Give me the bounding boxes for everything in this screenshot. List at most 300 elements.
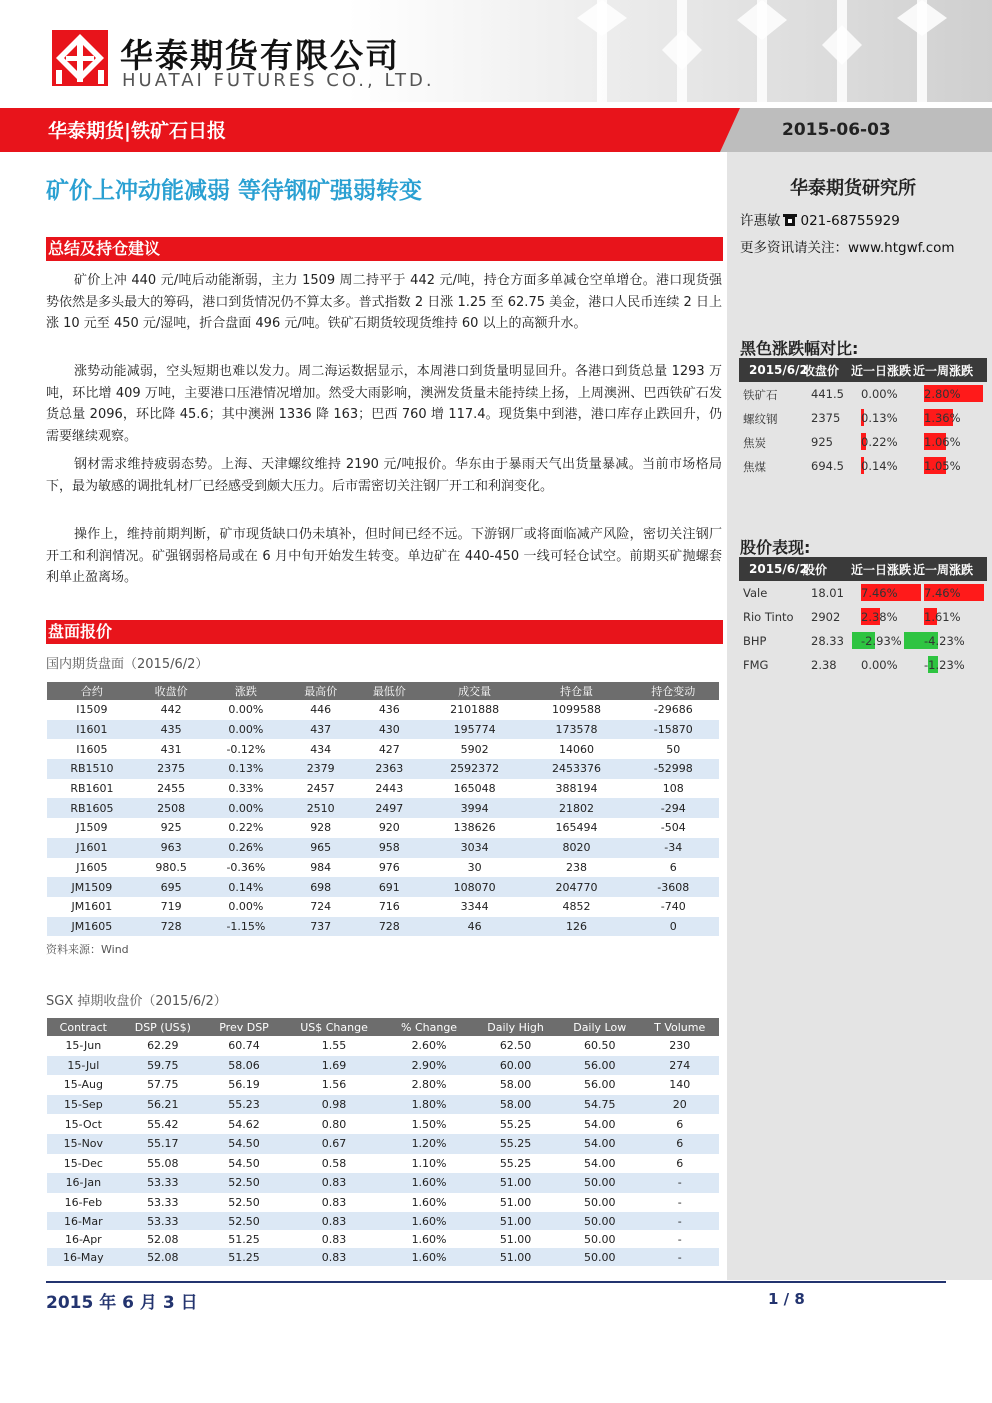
table-cell: 52.50 (206, 1173, 282, 1193)
table-cell: 52.08 (147, 1232, 179, 1246)
table-cell: 14060 (558, 742, 594, 756)
website-link[interactable]: www.htgwf.com (848, 240, 955, 256)
footer-date: 2015 年 6 月 3 日 (46, 1293, 198, 1313)
domestic-table-caption: 国内期货盘面（2015/6/2） (46, 657, 209, 672)
data-source: 资料来源：Wind (46, 943, 129, 956)
table-cell: 388194 (555, 782, 598, 796)
table-cell: 976 (378, 860, 400, 874)
table-cell: 925 (160, 821, 182, 835)
table-cell: 0.98 (282, 1095, 386, 1115)
table-cell: 51.00 (472, 1173, 559, 1193)
table-row (47, 877, 719, 897)
table-cell: 6 (676, 1156, 684, 1170)
table-cell: RB1605 (47, 798, 137, 818)
table-cell: 0 (627, 917, 719, 937)
table-cell: 2510 (286, 798, 355, 818)
table-cell: 60.50 (583, 1039, 616, 1053)
table-cell: 50.00 (559, 1212, 640, 1230)
table-cell: 59.75 (120, 1056, 206, 1076)
table-cell: I1605 (76, 742, 108, 756)
table-cell: 51.00 (472, 1248, 559, 1266)
table-cell: 2.90% (386, 1056, 472, 1076)
table-cell: 0.00% (861, 387, 898, 401)
table-cell: 694.5 (811, 459, 844, 473)
table-row (47, 779, 719, 799)
table-cell: 50.00 (559, 1248, 640, 1266)
table-cell: 54.50 (206, 1134, 282, 1154)
company-name-cn: 华泰期货有限公司 (120, 36, 400, 75)
footer-divider (46, 1281, 946, 1283)
table-cell: 3344 (460, 900, 489, 914)
column-header: 最高价 (286, 682, 355, 700)
table-cell: 1.06% (924, 435, 961, 449)
table-cell: 3994 (424, 798, 526, 818)
table-cell: 2.38% (861, 610, 898, 624)
paragraph-4: 操作上，维持前期判断，矿市现货缺口仍未填补，但时间已经不远。下游钢厂或将面临减产风险，密切关注钢厂开工和利润情况。矿强钢弱格局或在 6 月中旬开始发生转变。单边矿在 440-450 一线可轻仓试空。前期买矿抛螺套利单止盈离场。 (46, 527, 722, 585)
table-cell: -2.93% (861, 634, 902, 648)
row-label: Rio Tinto (743, 610, 794, 624)
huatai-logo (52, 30, 108, 86)
column-header: 持仓变动 (627, 682, 719, 700)
table-cell: 431 (160, 742, 182, 756)
table-cell: 437 (286, 720, 355, 740)
table-cell: 52.50 (228, 1196, 260, 1210)
table-row (47, 1056, 719, 1076)
table-cell: 1.60% (386, 1173, 472, 1193)
table-cell: 441.5 (811, 387, 844, 401)
domestic-futures-table (47, 682, 719, 936)
website-line (740, 236, 955, 256)
table-cell: 55.25 (499, 1117, 532, 1131)
sgx-table-caption: SGX 掉期收盘价（2015/6/2） (46, 994, 227, 1009)
table-row (47, 858, 719, 878)
table-cell: 435 (137, 720, 206, 740)
table-cell: 56.00 (583, 1078, 616, 1092)
table-cell: 60.00 (472, 1056, 559, 1076)
table-cell: 50.00 (559, 1173, 640, 1193)
table-cell: 54.00 (559, 1134, 640, 1154)
table-cell: 0.83 (282, 1248, 386, 1266)
table-row (47, 739, 719, 759)
table-cell: 58.00 (472, 1095, 559, 1115)
table-cell: 56.21 (120, 1095, 206, 1115)
table-cell: 434 (310, 742, 332, 756)
column-header: DSP (US$) (120, 1018, 206, 1036)
table-cell: I1601 (47, 720, 137, 740)
more-info-label: 更多资讯请关注： (740, 240, 848, 256)
table-cell: -0.36% (226, 860, 266, 874)
table-cell: 2.80% (924, 387, 961, 401)
table-cell: - (640, 1248, 719, 1266)
table-cell: - (640, 1212, 719, 1230)
table-cell: 2379 (286, 759, 355, 779)
table-cell: 108070 (424, 877, 526, 897)
table-cell: 165494 (555, 821, 598, 835)
table-cell: J1509 (76, 821, 108, 835)
table-cell: I1509 (76, 703, 108, 717)
table-cell: 53.33 (120, 1173, 206, 1193)
table-cell: 980.5 (155, 860, 187, 874)
table-cell: 0.00% (205, 798, 286, 818)
table-cell: 728 (355, 917, 424, 937)
table-cell: 52.08 (120, 1248, 206, 1266)
table-cell: 15-Sep (47, 1095, 120, 1115)
table-cell: - (640, 1173, 719, 1193)
column-header: 股价 (803, 562, 828, 577)
row-label: 焦煤 (743, 460, 766, 474)
table-cell: 0.13% (205, 759, 286, 779)
table-cell: 195774 (424, 720, 526, 740)
table-cell: 430 (355, 720, 424, 740)
table-cell: 2375 (137, 759, 206, 779)
table-cell: 16-Apr (64, 1232, 102, 1246)
table-cell: 15-Jun (65, 1039, 102, 1053)
table-cell: -294 (627, 798, 719, 818)
table-row (47, 1134, 719, 1154)
table-cell: 54.75 (559, 1095, 640, 1115)
table-cell: 0.67 (282, 1134, 386, 1154)
table-cell: 2902 (811, 610, 841, 624)
table-cell: 984 (310, 860, 332, 874)
table-cell: 173578 (526, 720, 628, 740)
table-cell: 0.00% (228, 703, 264, 717)
table-cell: 7.46% (861, 586, 898, 600)
table-cell: 274 (640, 1056, 719, 1076)
table-row (47, 1036, 719, 1056)
header-decoration (572, 0, 992, 102)
table-cell: 55.25 (499, 1156, 532, 1170)
table-cell: -15870 (627, 720, 719, 740)
table-cell: 0.83 (282, 1173, 386, 1193)
table-cell: 20 (640, 1095, 719, 1115)
table-cell: 1.60% (386, 1212, 472, 1230)
table-cell: 6 (640, 1134, 719, 1154)
table-cell: 1.50% (411, 1117, 447, 1131)
table-cell: 18.01 (811, 586, 844, 600)
table-cell: 0.14% (861, 459, 898, 473)
table-cell: RB1510 (47, 759, 137, 779)
table-row (47, 1212, 719, 1230)
table-cell: 1.05% (924, 459, 961, 473)
column-header: Contract (47, 1018, 120, 1036)
table-header-row (47, 682, 719, 700)
table-cell: 46 (424, 917, 526, 937)
table-cell: 442 (160, 703, 182, 717)
column-header: 成交量 (424, 682, 526, 700)
table-cell: 15-Jul (47, 1056, 120, 1076)
table-row (739, 406, 987, 430)
report-date: 2015-06-03 (782, 120, 891, 140)
table-row (47, 1075, 719, 1095)
report-title: 华泰期货|铁矿石日报 (48, 120, 226, 142)
table-cell: 165048 (453, 782, 496, 796)
table-cell: 60.74 (228, 1039, 260, 1053)
table-row (47, 759, 719, 779)
table-cell: 1.80% (386, 1095, 472, 1115)
table-cell: 0.00% (228, 900, 264, 914)
column-header: 合约 (47, 682, 137, 700)
table-cell: 1.56 (321, 1078, 347, 1092)
column-header: 近一周涨跌 (913, 363, 974, 378)
table-cell: 2592372 (424, 759, 526, 779)
table-cell: 2363 (355, 759, 424, 779)
table-row (47, 897, 719, 917)
table-cell: 51.25 (228, 1232, 260, 1246)
table-row (47, 1230, 719, 1248)
table-cell: 54.50 (228, 1156, 260, 1170)
black-comparison-heading: 黑色涨跌幅对比: (740, 339, 859, 358)
table-cell: 15-Oct (64, 1117, 102, 1131)
table-row (47, 1114, 719, 1134)
table-cell: -504 (660, 821, 686, 835)
table-cell: 51.00 (472, 1212, 559, 1230)
table-cell: -4.23% (924, 634, 965, 648)
table-cell: 0.22% (861, 435, 898, 449)
table-cell: 2375 (811, 411, 841, 425)
table-cell: 58.06 (206, 1056, 282, 1076)
table-row (739, 629, 987, 653)
column-header: Prev DSP (206, 1018, 282, 1036)
table-cell: 2.38 (811, 658, 837, 672)
table-cell: 50.00 (583, 1232, 616, 1246)
table-cell: 138626 (453, 821, 496, 835)
table-cell: 50 (666, 742, 681, 756)
table-cell: -1.15% (205, 917, 286, 937)
table-cell: 737 (286, 917, 355, 937)
table-cell: 698 (286, 877, 355, 897)
table-cell: 2443 (375, 782, 404, 796)
table-cell: 15-Aug (63, 1078, 103, 1092)
row-label: Vale (743, 586, 768, 600)
table-cell: 5902 (460, 742, 489, 756)
row-label: 螺纹钢 (743, 412, 778, 426)
table-row (739, 581, 987, 605)
table-cell: 0.83 (282, 1212, 386, 1230)
table-cell: JM1605 (47, 917, 137, 937)
row-label: FMG (743, 658, 769, 672)
column-header: % Change (386, 1018, 472, 1036)
table-cell: 126 (526, 917, 628, 937)
table-cell: 0.80 (321, 1117, 347, 1131)
table-cell: 8020 (526, 838, 628, 858)
table-cell: 7.46% (924, 586, 961, 600)
table-cell: 446 (310, 703, 332, 717)
table-cell: 108 (662, 782, 684, 796)
table-cell: 6 (669, 860, 677, 874)
column-header: Daily Low (559, 1018, 640, 1036)
table-cell: 1.10% (411, 1156, 447, 1170)
stock-performance-table (739, 557, 987, 677)
table-cell: 695 (137, 877, 206, 897)
stock-performance-heading: 股价表现: (740, 538, 811, 557)
table-cell: 55.23 (206, 1095, 282, 1115)
table-cell: 56.19 (228, 1078, 260, 1092)
table-cell: 16-Jan (47, 1173, 120, 1193)
table-row (739, 653, 987, 677)
table-cell: 55.25 (472, 1134, 559, 1154)
column-header: 涨跌 (205, 682, 286, 700)
column-header: 近一日涨跌 (851, 363, 912, 378)
table-cell: 16-Feb (64, 1196, 103, 1210)
table-cell: 1.20% (386, 1134, 472, 1154)
table-cell: 2453376 (526, 759, 628, 779)
black-comparison-table (739, 358, 987, 478)
table-cell: 0.58 (321, 1156, 347, 1170)
analyst-phone: 021-68755929 (800, 213, 900, 229)
table-cell: - (677, 1232, 682, 1246)
table-header-row (739, 358, 987, 382)
table-cell: 1.55 (321, 1039, 347, 1053)
table-row (739, 382, 987, 406)
table-row (47, 1193, 719, 1213)
table-cell: 1.69 (282, 1056, 386, 1076)
table-cell: 965 (286, 838, 355, 858)
table-cell: 55.08 (147, 1156, 179, 1170)
table-cell: -29686 (653, 703, 693, 717)
table-cell: 51.25 (206, 1248, 282, 1266)
table-cell: 925 (811, 435, 833, 449)
table-cell: 0.26% (205, 838, 286, 858)
table-cell: 51.00 (499, 1196, 532, 1210)
column-header: 近一周涨跌 (913, 562, 974, 577)
table-cell: 1.60% (411, 1196, 447, 1210)
table-row (47, 700, 719, 720)
table-row (47, 720, 719, 740)
table-cell: 716 (378, 900, 400, 914)
table-cell: -1.23% (924, 658, 965, 672)
table-cell: 140 (669, 1078, 691, 1092)
table-row (739, 605, 987, 629)
table-cell: 0.33% (228, 782, 264, 796)
table-cell: 2.60% (411, 1039, 447, 1053)
table-cell: 2.80% (411, 1078, 447, 1092)
table-cell: 28.33 (811, 634, 844, 648)
page-header (0, 0, 992, 102)
table-row (47, 838, 719, 858)
table-cell: 30 (467, 860, 482, 874)
section-heading-quotes: 盘面报价 (46, 620, 723, 644)
row-label: 铁矿石 (743, 388, 778, 402)
column-header: 2015/6/2 (749, 363, 808, 377)
table-cell: 928 (310, 821, 332, 835)
table-cell: 55.42 (147, 1117, 179, 1131)
table-cell: 0.00% (205, 720, 286, 740)
table-row (47, 917, 719, 937)
table-cell: 51.00 (499, 1232, 532, 1246)
table-cell: -34 (627, 838, 719, 858)
table-cell: 54.00 (583, 1117, 616, 1131)
table-cell: 238 (565, 860, 587, 874)
paragraph-3: 钢材需求维持疲弱态势。上海、天津螺纹维持 2190 元/吨报价。华东由于暴雨天气出货量暴减。当前市场格局下，最为敏感的调批轧材厂已经感受到颇大压力。后市需密切关注钢厂开工和利润变化。 (46, 457, 722, 494)
table-row (47, 798, 719, 818)
table-cell: 53.33 (120, 1212, 206, 1230)
analyst-contact (740, 209, 900, 229)
table-cell: 691 (355, 877, 424, 897)
table-cell: 1.60% (411, 1232, 447, 1246)
research-institute: 华泰期货研究所 (790, 178, 916, 199)
table-cell: 0.22% (228, 821, 264, 835)
column-header: Daily High (472, 1018, 559, 1036)
table-cell: 0.00% (861, 658, 898, 672)
table-row (47, 818, 719, 838)
table-cell: 56.00 (559, 1056, 640, 1076)
table-cell: 1099588 (551, 703, 601, 717)
table-cell: -0.12% (226, 742, 266, 756)
company-name-en: HUATAI FUTURES CO., LTD. (122, 70, 435, 91)
table-cell: 2101888 (450, 703, 500, 717)
table-cell: 50.00 (583, 1196, 616, 1210)
table-cell: 427 (378, 742, 400, 756)
table-cell: 920 (378, 821, 400, 835)
table-cell: 0.83 (321, 1232, 347, 1246)
table-cell: 58.00 (499, 1078, 532, 1092)
table-row (739, 430, 987, 454)
column-header: 2015/6/2 (749, 562, 808, 576)
table-cell: 2457 (306, 782, 335, 796)
table-cell: 57.75 (147, 1078, 179, 1092)
table-row (739, 454, 987, 478)
table-cell: -3608 (627, 877, 719, 897)
table-cell: 436 (378, 703, 400, 717)
table-cell: 53.33 (147, 1196, 179, 1210)
table-cell: - (677, 1196, 682, 1210)
table-cell: 16-May (47, 1248, 120, 1266)
table-row (47, 1248, 719, 1266)
table-cell: 1.36% (924, 411, 961, 425)
table-cell: 4852 (562, 900, 591, 914)
table-cell: JM1509 (47, 877, 137, 897)
page-number: 1 / 8 (768, 1290, 805, 1308)
column-header: US$ Change (282, 1018, 386, 1036)
table-cell: 958 (355, 838, 424, 858)
table-cell: 62.50 (499, 1039, 532, 1053)
table-cell: RB1601 (70, 782, 114, 796)
table-cell: 1.61% (924, 610, 961, 624)
table-cell: 54.62 (228, 1117, 260, 1131)
column-header: 最低价 (355, 682, 424, 700)
section-heading-summary: 总结及持仓建议 (46, 237, 723, 261)
table-header-row (739, 557, 987, 581)
column-header: 持仓量 (526, 682, 628, 700)
table-cell: 16-Mar (47, 1212, 120, 1230)
table-cell: 54.00 (583, 1156, 616, 1170)
sgx-swap-table (47, 1018, 719, 1266)
headline: 矿价上冲动能减弱 等待钢矿强弱转变 (46, 178, 423, 204)
table-cell: 719 (160, 900, 182, 914)
table-cell: J1605 (76, 860, 108, 874)
phone-icon (783, 214, 797, 226)
row-label: 焦炭 (743, 436, 766, 450)
table-cell: -52998 (627, 759, 719, 779)
column-header: T Volume (640, 1018, 719, 1036)
table-cell: 2497 (355, 798, 424, 818)
table-row (47, 1173, 719, 1193)
sidebar (727, 152, 992, 1280)
table-cell: 15-Dec (63, 1156, 103, 1170)
column-header: 收盘价 (137, 682, 206, 700)
table-cell: 230 (669, 1039, 691, 1053)
table-cell: -740 (660, 900, 686, 914)
table-cell: 1.60% (386, 1248, 472, 1266)
table-cell: 3034 (424, 838, 526, 858)
paragraph-1: 矿价上冲 440 元/吨后动能渐弱，主力 1509 周二持平于 442 元/吨，持仓方面多单减仓空单增仓。港口现货强势依然是多头最大的筹码，港口到货情况仍不算太多。普式指数 2 日涨 1.25 至 62.75 美金，港口人民币连续 2 日上涨 10 元至 450 元/湿吨，折合盘面 496 元/吨。铁矿石期货较现货维持 60 以上的高额升水。 (46, 273, 722, 331)
row-label: BHP (743, 634, 767, 648)
table-cell: JM1601 (71, 900, 113, 914)
table-cell: 204770 (526, 877, 628, 897)
table-cell: 6 (676, 1117, 684, 1131)
table-cell: 52.50 (206, 1212, 282, 1230)
table-cell: 728 (137, 917, 206, 937)
